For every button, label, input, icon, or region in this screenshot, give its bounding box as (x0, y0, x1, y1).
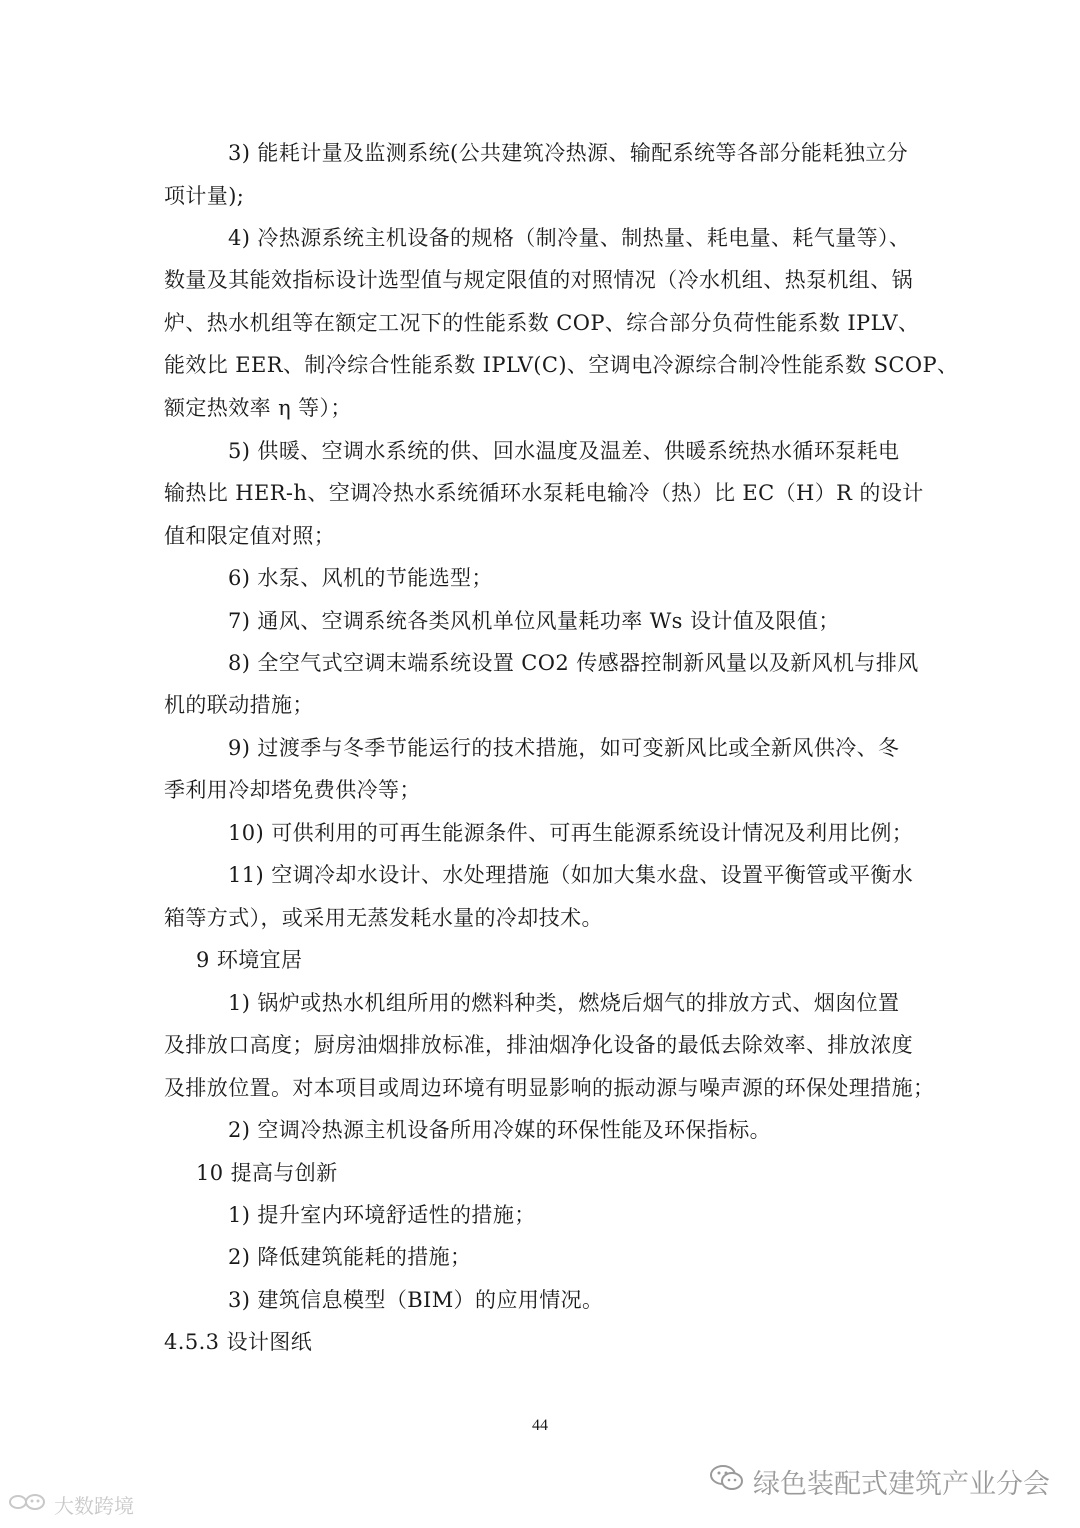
text-line: 值和限定值对照； (164, 524, 336, 548)
text-line: 3) 建筑信息模型（BIM）的应用情况。 (228, 1288, 604, 1312)
page-number: 44 (532, 1417, 548, 1434)
watermark-left (8, 1490, 134, 1519)
text-line: 7) 通风、空调系统各类风机单位风量耗功率 Ws 设计值及限值； (228, 609, 840, 633)
text-line: 10) 可供利用的可再生能源条件、可再生能源系统设计情况及利用比例； (228, 821, 914, 845)
watermark-left-text: 大数跨境 (54, 1494, 134, 1518)
text-line: 额定热效率 η 等）； (164, 396, 352, 420)
text-line: 及排放位置。对本项目或周边环境有明显影响的振动源与噪声源的环保处理措施； (164, 1076, 935, 1100)
text-line: 项计量); (164, 184, 245, 208)
text-line: 炉、热水机组等在额定工况下的性能系数 COP、综合部分负荷性能系数 IPLV、 (164, 311, 920, 335)
text-line: 2) 降低建筑能耗的措施； (228, 1245, 472, 1269)
text-line: 箱等方式），或采用无蒸发耗水量的冷却技术。 (164, 906, 603, 930)
text-line: 及排放口高度；厨房油烟排放标准，排油烟净化设备的最低去除效率、排放浓度 (164, 1033, 913, 1057)
text-line: 输热比 HER-h、空调冷热水系统循环水泵耗电输冷（热）比 EC（H）R 的设计 (164, 481, 924, 505)
watermark-logo-icon (8, 1491, 48, 1518)
watermark-right (709, 1462, 1050, 1501)
text-line: 2) 空调冷热源主机设备所用冷媒的环保性能及环保指标。 (228, 1118, 772, 1142)
text-line: 8) 全空气式空调末端系统设置 CO2 传感器控制新风量以及新风机与排风 (228, 651, 919, 675)
text-line: 6) 水泵、风机的节能选型； (228, 566, 493, 590)
wechat-icon (709, 1463, 745, 1500)
section-heading: 9 环境宜居 (196, 948, 303, 972)
text-line: 11) 空调冷却水设计、水处理措施（如加大集水盘、设置平衡管或平衡水 (228, 863, 914, 887)
section-heading: 10 提高与创新 (196, 1161, 338, 1185)
text-line: 数量及其能效指标设计选型值与规定限值的对照情况（冷水机组、热泵机组、锅 (164, 268, 913, 292)
text-line: 1) 提升室内环境舒适性的措施； (228, 1203, 536, 1227)
text-line: 1) 锅炉或热水机组所用的燃料种类，燃烧后烟气的排放方式、烟囱位置 (228, 991, 900, 1015)
watermark-right-text: 绿色装配式建筑产业分会 (753, 1469, 1050, 1500)
subsection-heading: 4.5.3 设计图纸 (164, 1330, 313, 1354)
text-line: 机的联动措施； (164, 693, 314, 717)
text-line: 4) 冷热源系统主机设备的规格（制冷量、制热量、耗电量、耗气量等）、 (228, 226, 911, 250)
text-line: 季利用冷却塔免费供冷等； (164, 778, 421, 802)
text-line: 9) 过渡季与冬季节能运行的技术措施，如可变新风比或全新风供冷、冬 (228, 736, 900, 760)
text-line: 能效比 EER、制冷综合性能系数 IPLV(C)、空调电冷源综合制冷性能系数 SCOP、 (164, 353, 959, 377)
text-line: 5) 供暖、空调水系统的供、回水温度及温差、供暖系统热水循环泵耗电 (228, 439, 900, 463)
text-line: 3) 能耗计量及监测系统(公共建筑冷热源、输配系统等各部分能耗独立分 (228, 141, 909, 165)
